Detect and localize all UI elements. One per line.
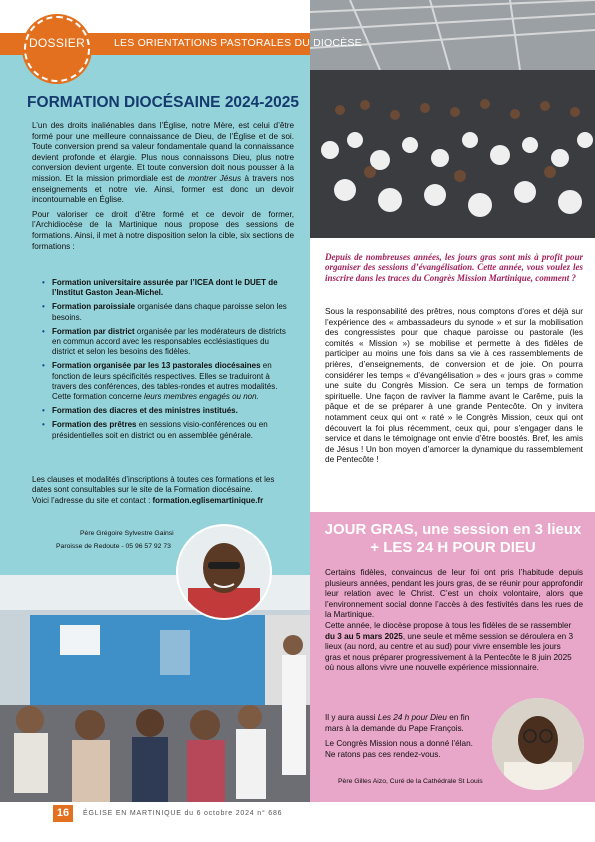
bullet-icon: • <box>42 278 45 287</box>
list-item: • Formation par district organisée par les modérateurs de districts en commun accord avec les responsables ecclésiastiques du district et selon les besoins des fidèles. <box>42 326 286 357</box>
congregation-photo <box>310 0 595 238</box>
footer-magazine: ÉGLISE EN MARTINIQUE du 6 octobre 2024 n° 686 <box>83 810 283 817</box>
caption-aizo: Père Gilles Aizo, Curé de la Cathédrale St Louis <box>338 778 483 785</box>
caption-role-gainsi: Paroisse de Redoute - 05 96 57 92 73 <box>56 543 171 550</box>
formation-bullet-list <box>42 278 294 445</box>
portrait-gainsi <box>176 524 272 620</box>
formation-closing <box>32 475 294 506</box>
meeting-photo <box>0 575 310 802</box>
jour-gras-paragraph-2: Cette année, le diocèse propose à tous les fidèles de se rassembler du 3 au 5 mars 2025, une seule et même session se déroulera en 3 lieux (au nord, au centre et au sud) pour vivre ensemble les jours gras et nous préparer progressivement à la Pentecôte le 8 juin 2025 où nous allons vivre une nouvelle expérience missionnaire. <box>325 621 574 672</box>
formation-intro <box>32 121 294 256</box>
formation-paragraph-2: Pour valoriser ce droit d’être formé et ce devoir de former, l’Archidiocèse de la Martinique nous propose des sessions de formations. Ainsi, il met à notre disposition selon la cible, six sections de formations : <box>32 209 294 251</box>
bullet-icon: • <box>42 406 45 416</box>
jour-gras-paragraph-1: Certains fidèles, convaincus de leur foi ont pris l’habitude depuis plusieurs années, pendant les jours gras, de se réunir pour approfondir leur relation avec le Christ. C’est un choix volontaire, alors que l’environnement social donne l’accès à des festivités dans les rues de la Martinique. <box>325 568 583 619</box>
dossier-label: DOSSIER <box>28 36 86 50</box>
formation-paragraph-1: L’un des droits inaliénables dans l’Église, notre Mère, est celui d’être formé pour une meilleure connaissance de Dieu, de l’Église et de soi. Toute conversion prend sa valeur fondamentale quand la connaissance devient profonde et élargie. Plus nous connaissons Dieu, plus notre conversion devient urgente. Et toute conversion doit nous pousser à la mission. Et la mission primordiale est de montrer Jésus à travers nos enseignements et notre vie. Ainsi, former est donc un devoir incontournable en Église. <box>32 121 294 205</box>
caption-name-gainsi: Père Grégoire Sylvestre Gainsi <box>80 530 174 537</box>
jour-gras-title-line-2: + LES 24 H POUR DIEU <box>370 539 536 556</box>
jour-gras-title-line-1: JOUR GRAS, une session en 3 lieux <box>324 521 582 538</box>
formation-contact: Voici l’adresse du site et contact : formation.eglisemartinique.fr <box>32 495 264 505</box>
bullet-icon: • <box>42 361 45 371</box>
list-item: • Formation paroissiale organisée dans chaque paroisse selon les besoins. <box>42 302 287 322</box>
jour-gras-title <box>318 521 588 557</box>
formation-site-link[interactable]: formation.eglisemartinique.fr <box>152 495 264 505</box>
bullet-icon: • <box>42 326 45 336</box>
bullet-icon: • <box>42 420 45 430</box>
formation-title: FORMATION DIOCÉSAINE 2024-2025 <box>27 94 299 111</box>
portrait-aizo <box>492 698 584 790</box>
bullet-icon: • <box>42 302 45 312</box>
formation-paragraph-3: Les clauses et modalités d’inscriptions à toutes ces formations et les dates sont consultables sur le site de la Formation diocésaine. <box>32 475 275 495</box>
list-item: • Formation universitaire assurée par l’ICEA dont le DUET de l’Institut Gaston Jean-Michel. <box>42 278 278 298</box>
interview-answer: Sous la responsabilité des prêtres, nous comptons d’ores et déjà sur l’expérience des « ambassadeurs du synode » et sur la mobilisation des congressistes pour que chaque paroisse ou pastorale (les comités « Mission ») se mobilise et permette à des fidèles de participer au moins une fois dans sa vie à ces rassemblements de prières, d’enseignements, de conversion et de joie. On pourra considérer les temps « d’évangélisation » des « jours gras » comme une suite du Congrès Mission. Ce sera un temps de formation spirituelle. Une façon de raviver la flamme avant le Carême, puis la pâque et de se préparer à une grande Pentecôte. On y invitera notamment ceux qui ont « raté » le Congrès Mission, ceux qui ont découvert la foi plus récemment, ceux qui, pour s’engager dans le service et dans le témoignage ont envie d’être boostés. Bref, les amis de Jésus ! Un bon moyen d’amorcer la dynamique du rassemblement de Pentecôte ! <box>325 306 583 465</box>
page-number: 16 <box>53 805 73 822</box>
list-item: • Formation organisée par les 13 pastorales diocésaines en fonction de leurs spécificités respectives. Elles se traduiront à travers des conférences, des tables-rondes et autres modalités. Cette formation concerne leurs membres engagés ou non. <box>42 361 278 402</box>
list-item: • Formation des prêtres en sessions visio-conférences ou en présidentielles soit en district ou en assemblée générale. <box>42 420 268 440</box>
jour-gras-paragraph-3: Il y aura aussi Les 24 h pour Dieu en fin mars à la demande du Pape François. <box>325 713 470 733</box>
jour-gras-paragraph-4: Le Congrès Mission nous a donné l’élan. Ne ratons pas ces rendez-vous. <box>325 739 473 759</box>
section-title: LES ORIENTATIONS PASTORALES DU DIOCÈSE <box>114 37 362 49</box>
list-item: • Formation des diacres et des ministres institués. <box>42 406 238 416</box>
interview-question: Depuis de nombreuses années, les jours gras sont mis à profit pour organiser des sessions d’évangélisation. Cette année, vous voulez les inscrire dans les traces du Congrès Mission Martinique, comment ? <box>325 252 583 283</box>
